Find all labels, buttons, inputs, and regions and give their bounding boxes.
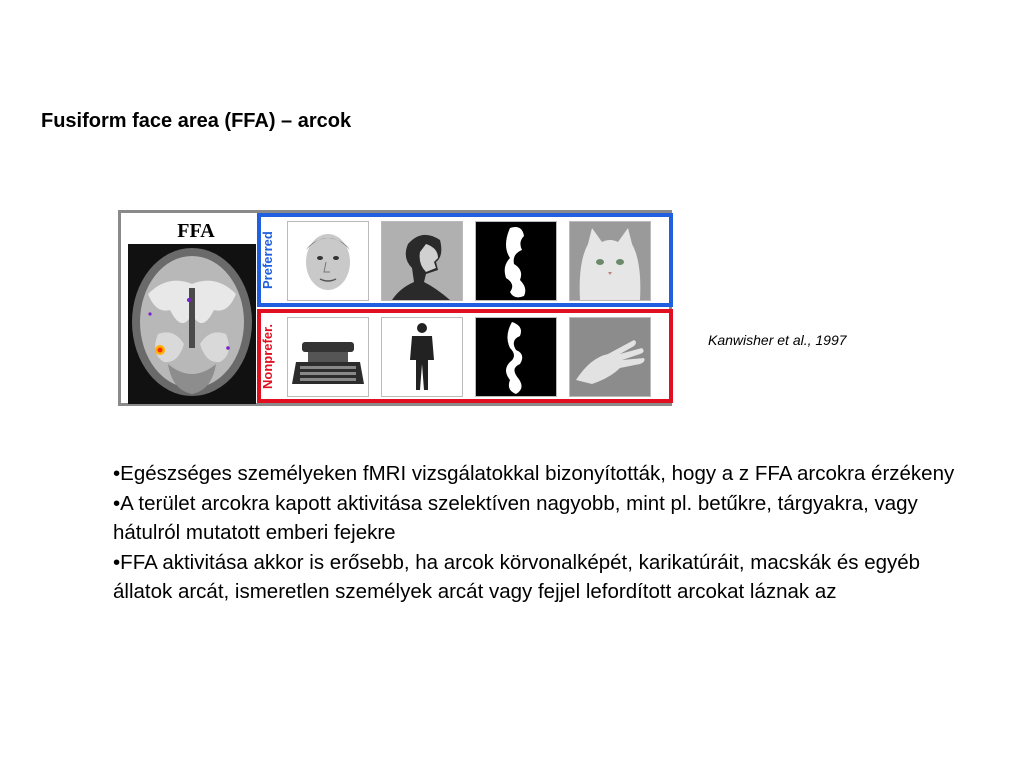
fmri-brain-scan: [128, 244, 256, 404]
stimulus-scrambled-mooney: [475, 317, 557, 397]
nonpreferred-row: [257, 309, 673, 403]
bullet-item: •FFA aktivitása akkor is erősebb, ha arcok körvonalképét, karikatúráit, macskák és egyéb állatok arcát, ismeretlen személyek arcát vagy fejjel lefordított arcokat láznak az: [113, 550, 921, 603]
nonpreferred-label: Nonprefer.: [260, 323, 275, 389]
stimulus-mooney-face: [475, 221, 557, 301]
stimulus-profile: [381, 221, 463, 301]
stimulus-hand: [569, 317, 651, 397]
preferred-label: Preferred: [260, 231, 275, 289]
stimulus-body: [381, 317, 463, 397]
slide-title: Fusiform face area (FFA) – arcok: [41, 110, 352, 132]
stimulus-typewriter: [287, 317, 369, 397]
bullet-item: •Egészséges személyeken fMRI vizsgálatokkal bizonyították, hogy a z FFA arcokra érzékeny: [113, 462, 955, 485]
citation: Kanwisher et al., 1997: [708, 332, 847, 348]
stimulus-face: [287, 221, 369, 301]
ffa-label: FFA: [177, 220, 215, 242]
bullet-item: •A terület arcokra kapott aktivitása szelektíven nagyobb, mint pl. betűkre, tárgyakra, vagy hátulról mutatott emberi fejekre: [113, 491, 918, 544]
bullet-list: [113, 459, 983, 607]
kanwisher-figure: [118, 210, 672, 406]
stimulus-cat: [569, 221, 651, 301]
preferred-row: [257, 213, 673, 307]
